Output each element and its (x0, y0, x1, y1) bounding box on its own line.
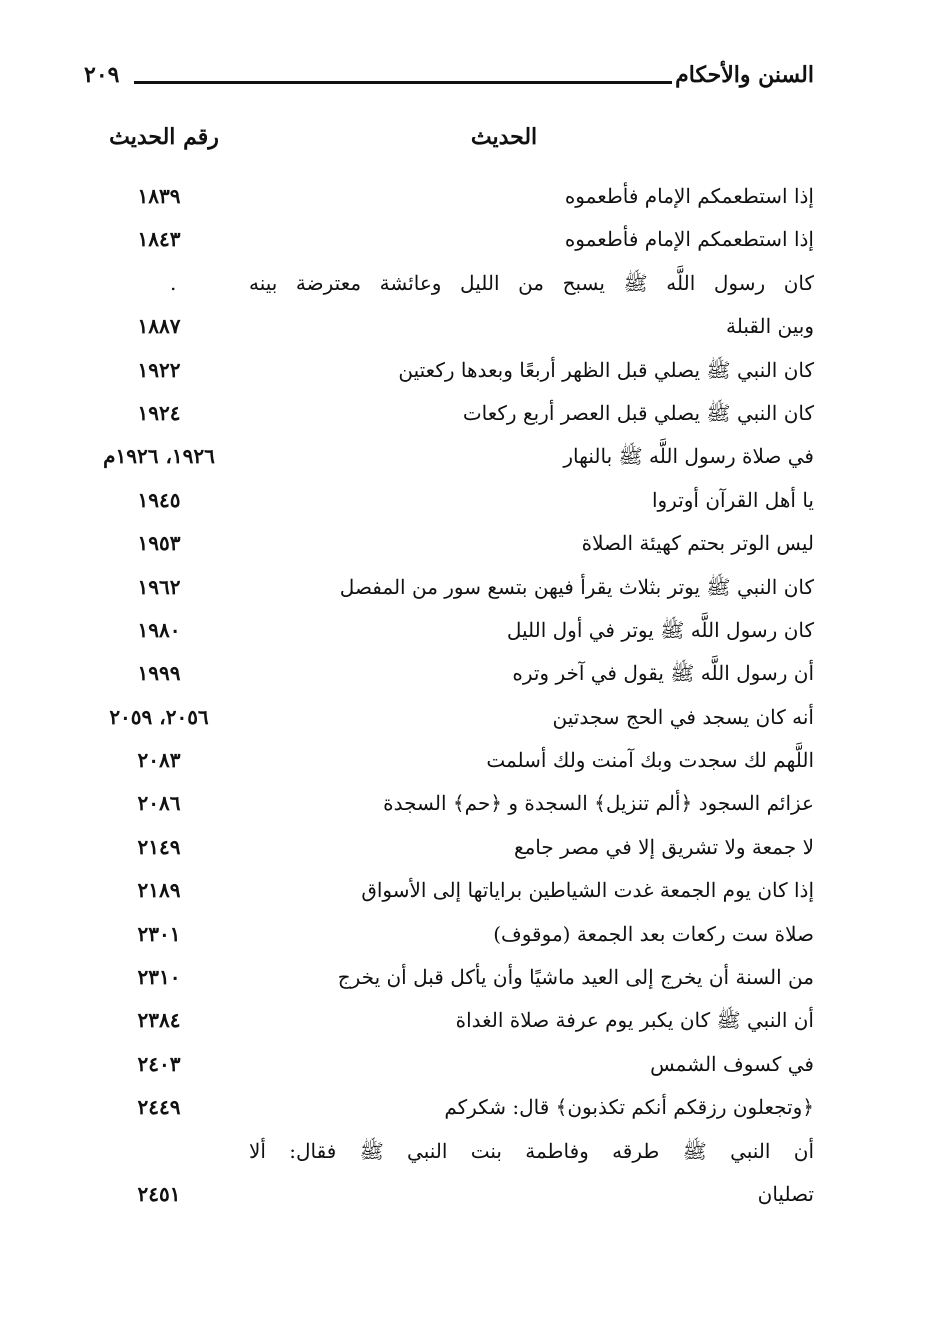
hadith-text: لا جمعة ولا تشريق إلا في مصر جامع (513, 834, 814, 859)
index-entry-line (84, 1130, 814, 1173)
index-entry-line (84, 956, 814, 999)
index-entry-line (84, 826, 814, 869)
index-entry (84, 696, 814, 739)
continuation-mark: . (170, 270, 177, 295)
hadith-text: كان النبي ﷺ يوتر بثلاث يقرأ فيهن بتسع سور من المفصل (339, 574, 814, 599)
hadith-text: صلاة ست ركعات بعد الجمعة (موقوف) (493, 921, 814, 946)
index-entry-line (84, 1086, 814, 1129)
index-entry-line (84, 739, 814, 782)
index-entry (84, 392, 814, 435)
hadith-number: ١٩٨٠ (137, 617, 181, 642)
index-entry (84, 826, 814, 869)
hadith-text: كان رسول اللَّه ﷺ يوتر في أول الليل (506, 617, 814, 642)
page-number: ٢٠٩ (84, 62, 120, 88)
hadith-number: ١٨٣٩ (137, 184, 181, 208)
index-entry-line (84, 566, 814, 609)
hadith-number: ٢٠٨٦ (137, 791, 181, 816)
index-entry-line (84, 175, 814, 218)
hadith-text: اللَّهم لك سجدت وبك آمنت ولك أسلمت (486, 748, 814, 773)
index-entry (84, 435, 814, 478)
hadith-number: ٢٣١٠ (137, 965, 181, 990)
hadith-number: ٢٤٥١ (137, 1181, 181, 1206)
hadith-text: يا أهل القرآن أوتروا (651, 487, 814, 512)
header-rule (134, 81, 672, 84)
index-entry (84, 609, 814, 652)
hadith-number: ١٨٤٣ (137, 227, 181, 252)
hadith-text: أن النبي ﷺ كان يكبر يوم عرفة صلاة الغداة (455, 1008, 814, 1033)
hadith-text: إذا استطعمكم الإمام فأطعموه (564, 184, 814, 208)
index-entry (84, 869, 814, 912)
index-entry-line (84, 652, 814, 695)
hadith-number: ١٩٥٣ (137, 531, 181, 556)
hadith-text: ﴿وتجعلون رزقكم أنكم تكذبون﴾ قال: شكركم (444, 1095, 814, 1120)
hadith-number: ٢١٤٩ (137, 834, 181, 859)
hadith-text: كان النبي ﷺ يصلي قبل العصر أربع ركعات (462, 400, 814, 425)
running-title: السنن والأحكام (675, 62, 814, 88)
index-entry-line (84, 869, 814, 912)
index-entry-line (84, 262, 814, 305)
index-entry-line (84, 435, 814, 478)
hadith-number: ٢٤٤٩ (137, 1095, 181, 1120)
column-heading-number: رقم الحديث (109, 124, 219, 150)
hadith-text: ليس الوتر بحتم كهيئة الصلاة (581, 531, 814, 556)
index-entry-line (84, 349, 814, 392)
index-entry (84, 1130, 814, 1217)
index-entry-line (84, 999, 814, 1042)
index-entry-line (84, 479, 814, 522)
index-entry (84, 566, 814, 609)
index-entry (84, 999, 814, 1042)
hadith-text: أنه كان يسجد في الحج سجدتين (552, 704, 814, 729)
index-entry-line (84, 1043, 814, 1086)
hadith-number: ١٩٤٥ (137, 487, 181, 512)
index-entry (84, 262, 814, 349)
index-entry-line (84, 522, 814, 565)
index-entry-line (84, 913, 814, 956)
hadith-number: ١٩٢٤ (137, 400, 181, 425)
hadith-text: تصليان (757, 1181, 814, 1206)
index-entry (84, 913, 814, 956)
index-entry (84, 739, 814, 782)
index-entry (84, 349, 814, 392)
hadith-number: ٢٠٥٦، ٢٠٥٩ (109, 704, 209, 729)
hadith-text: في كسوف الشمس (650, 1051, 814, 1076)
index-entry-line (84, 392, 814, 435)
hadith-number: ٢١٨٩ (137, 878, 181, 903)
index-entry (84, 1043, 814, 1086)
index-entry-line (84, 218, 814, 261)
hadith-number: ١٩٢٢ (137, 357, 181, 382)
index-entry-line (84, 1173, 814, 1216)
index-entry (84, 1086, 814, 1129)
hadith-number: ٢٣٠١ (137, 921, 181, 946)
index-entry (84, 479, 814, 522)
index-entry (84, 175, 814, 218)
column-headings (84, 124, 814, 160)
hadith-number: ٢٤٠٣ (137, 1051, 181, 1076)
hadith-text: من السنة أن يخرج إلى العيد ماشيًا وأن يأكل قبل أن يخرج (337, 965, 814, 990)
column-heading-hadith: الحديث (470, 124, 538, 150)
hadith-text: إذا استطعمكم الإمام فأطعموه (564, 227, 814, 252)
hadith-text: إذا كان يوم الجمعة غدت الشياطين براياتها إلى الأسواق (361, 878, 814, 903)
hadith-text: كان رسول اللَّه ﷺ يسبح من الليل وعائشة معترضة بينه (249, 270, 814, 295)
index-entry (84, 218, 814, 261)
index-entry (84, 956, 814, 999)
hadith-number: ١٨٨٧ (137, 314, 181, 339)
index-entry-line (84, 782, 814, 825)
hadith-text: كان النبي ﷺ يصلي قبل الظهر أربعًا وبعدها ركعتين (398, 357, 814, 382)
hadith-number: ١٩٢٦، ١٩٢٦م (103, 444, 215, 469)
hadith-text: أن رسول اللَّه ﷺ يقول في آخر وتره (512, 661, 814, 686)
index-entry (84, 652, 814, 695)
hadith-text: وبين القبلة (726, 314, 814, 339)
hadith-text: في صلاة رسول اللَّه ﷺ بالنهار (563, 444, 814, 469)
index-entry-line (84, 696, 814, 739)
hadith-text: عزائم السجود ﴿ألم تنزيل﴾ السجدة و ﴿حم﴾ السجدة (383, 791, 814, 816)
running-header (84, 62, 814, 96)
hadith-text: أن النبي ﷺ طرقه وفاطمة بنت النبي ﷺ فقال: ألا (249, 1138, 814, 1163)
hadith-number: ٢٠٨٣ (137, 748, 181, 773)
index-entry (84, 522, 814, 565)
hadith-number: ١٩٦٢ (137, 574, 181, 599)
index-entry-line (84, 305, 814, 348)
index-entry-line (84, 609, 814, 652)
hadith-number: ١٩٩٩ (137, 661, 181, 686)
hadith-index-list (84, 175, 814, 1216)
index-entry (84, 782, 814, 825)
hadith-number: ٢٣٨٤ (137, 1008, 181, 1033)
